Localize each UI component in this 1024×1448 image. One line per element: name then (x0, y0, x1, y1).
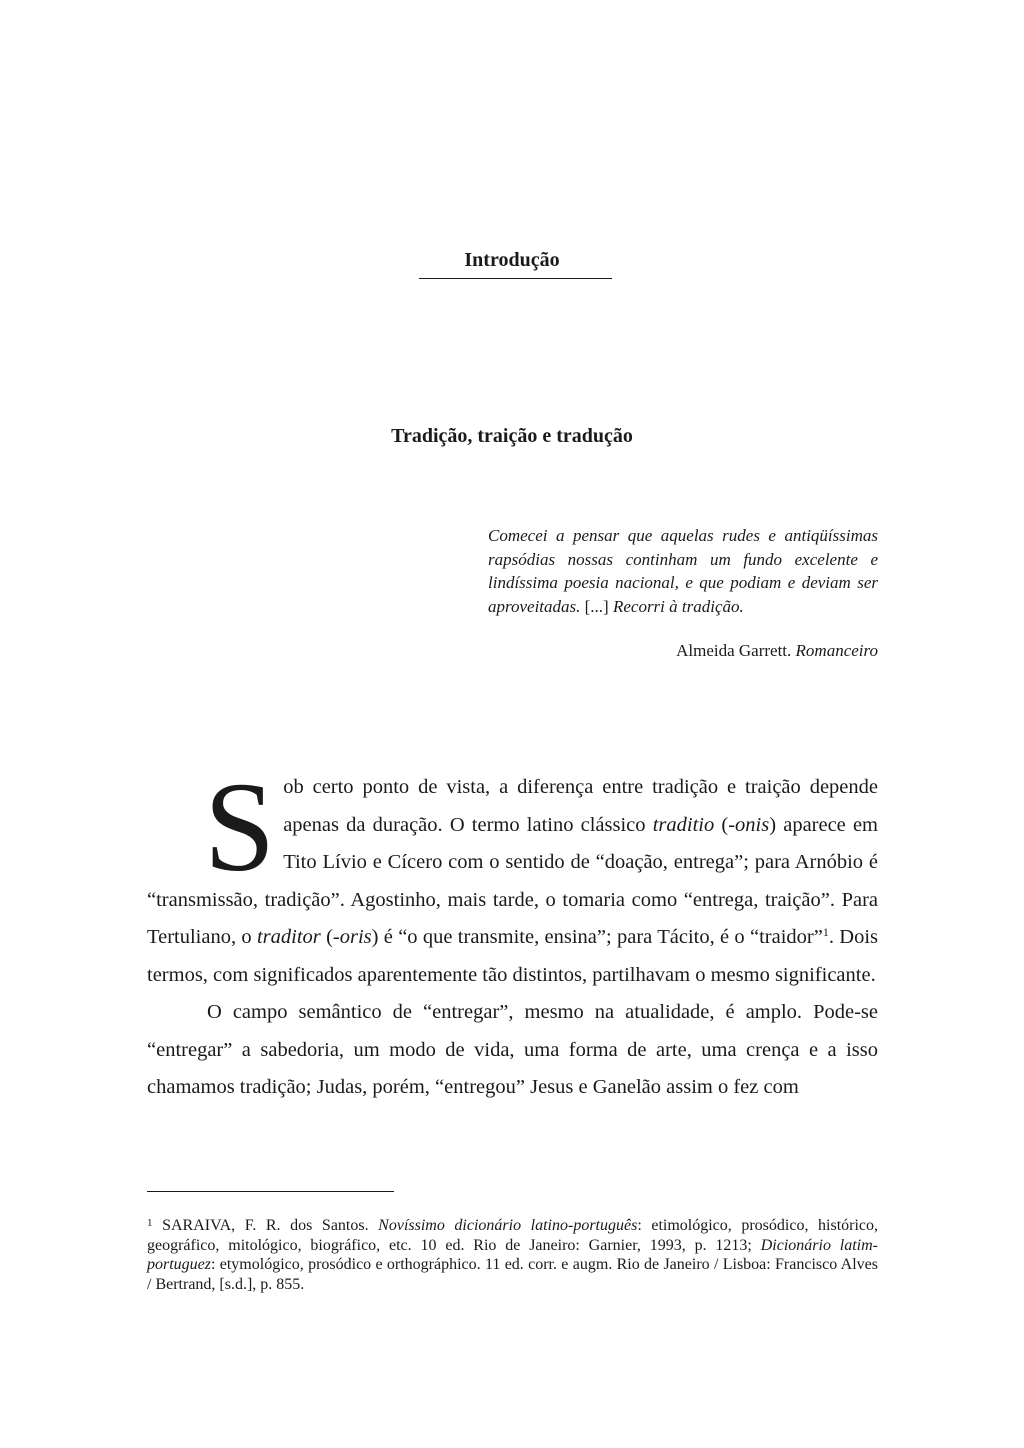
footnote-text: : etimológico, prosódico, histórico, geográfico, mitológico, biográfico, etc. 10 ed. Rio de Janeiro: Garnier, 1993, p. 1213; (147, 1217, 879, 1254)
footnote-text: : etymológico, prosódico e orthográphico. 11 ed. corr. e augm. Rio de Janeiro / Lisboa: Francisco Alves / Bertrand, [s.d.], p. 855. (147, 1256, 878, 1293)
term-oris: -oris (332, 926, 372, 948)
paragraph-1-text: ob certo ponto de vista, a diferença entre tradição e traição depende apenas da duração. O termo latino clássico (283, 776, 878, 836)
term-traditio: traditio (652, 813, 715, 836)
footnote-title-1: Novíssimo dicionário latino-português (378, 1217, 638, 1234)
drop-cap: S (204, 756, 276, 898)
paragraph-1-text: . Dois termos, com significados aparentemente tão distintos, partilhavam o mesmo significante. (147, 926, 879, 986)
footnote-number: 1 (147, 1217, 153, 1229)
term-onis: -onis (728, 813, 770, 836)
heading-underline (419, 278, 612, 279)
term-traditor: traditor (256, 926, 321, 948)
body-text (147, 756, 879, 1107)
paragraph-1-text: ( (320, 926, 333, 948)
epigraph-work: Romanceiro (795, 641, 878, 660)
paragraph-1-text: ) aparece em Tito Lívio e Cícero com o sentido de “doação, entrega”; para Arnóbio é “transmissão, tradição”. Agostinho, mais tarde, o tomaria como “entrega, traição”. Para Tertuliano, o (147, 813, 878, 948)
section-heading: Introdução (464, 249, 560, 271)
footnote-separator (147, 1191, 394, 1192)
epigraph-text-end: Recorri à tradição. (612, 596, 744, 616)
epigraph-ellipsis: [...] (580, 596, 613, 616)
epigraph-text: Comecei a pensar que aquelas rudes e antiqüíssimas rapsódias nossas continham um fundo excelente e lindíssima poesia nacional, e que podiam e deviam ser aproveitadas. (488, 526, 878, 616)
paragraph-2: O campo semântico de “entregar”, mesmo na atualidade, é amplo. Pode-se “entregar” a sabedoria, um modo de vida, uma forma de arte, uma crença e a isso chamamos tradição; Judas, porém, “entregou” Jesus e Ganelão assim o fez com (147, 1001, 878, 1098)
footnote-text: SARAIVA, F. R. dos Santos. (152, 1217, 379, 1234)
footnote-reference[interactable]: 1 (822, 925, 829, 939)
epigraph (488, 524, 878, 618)
footnote (147, 1216, 878, 1294)
paragraph-1 (147, 756, 879, 994)
epigraph-author: Almeida Garrett. (676, 641, 796, 660)
footnote-title-2: Dicionário latim-portuguez (147, 1236, 879, 1273)
paragraph-1-text: ) é “o que transmite, ensina”; para Tácito, é o “traidor” (371, 926, 823, 948)
chapter-title: Tradição, traição e tradução (391, 425, 633, 447)
epigraph-attribution (488, 640, 878, 662)
paragraph-1-text: ( (714, 813, 729, 836)
